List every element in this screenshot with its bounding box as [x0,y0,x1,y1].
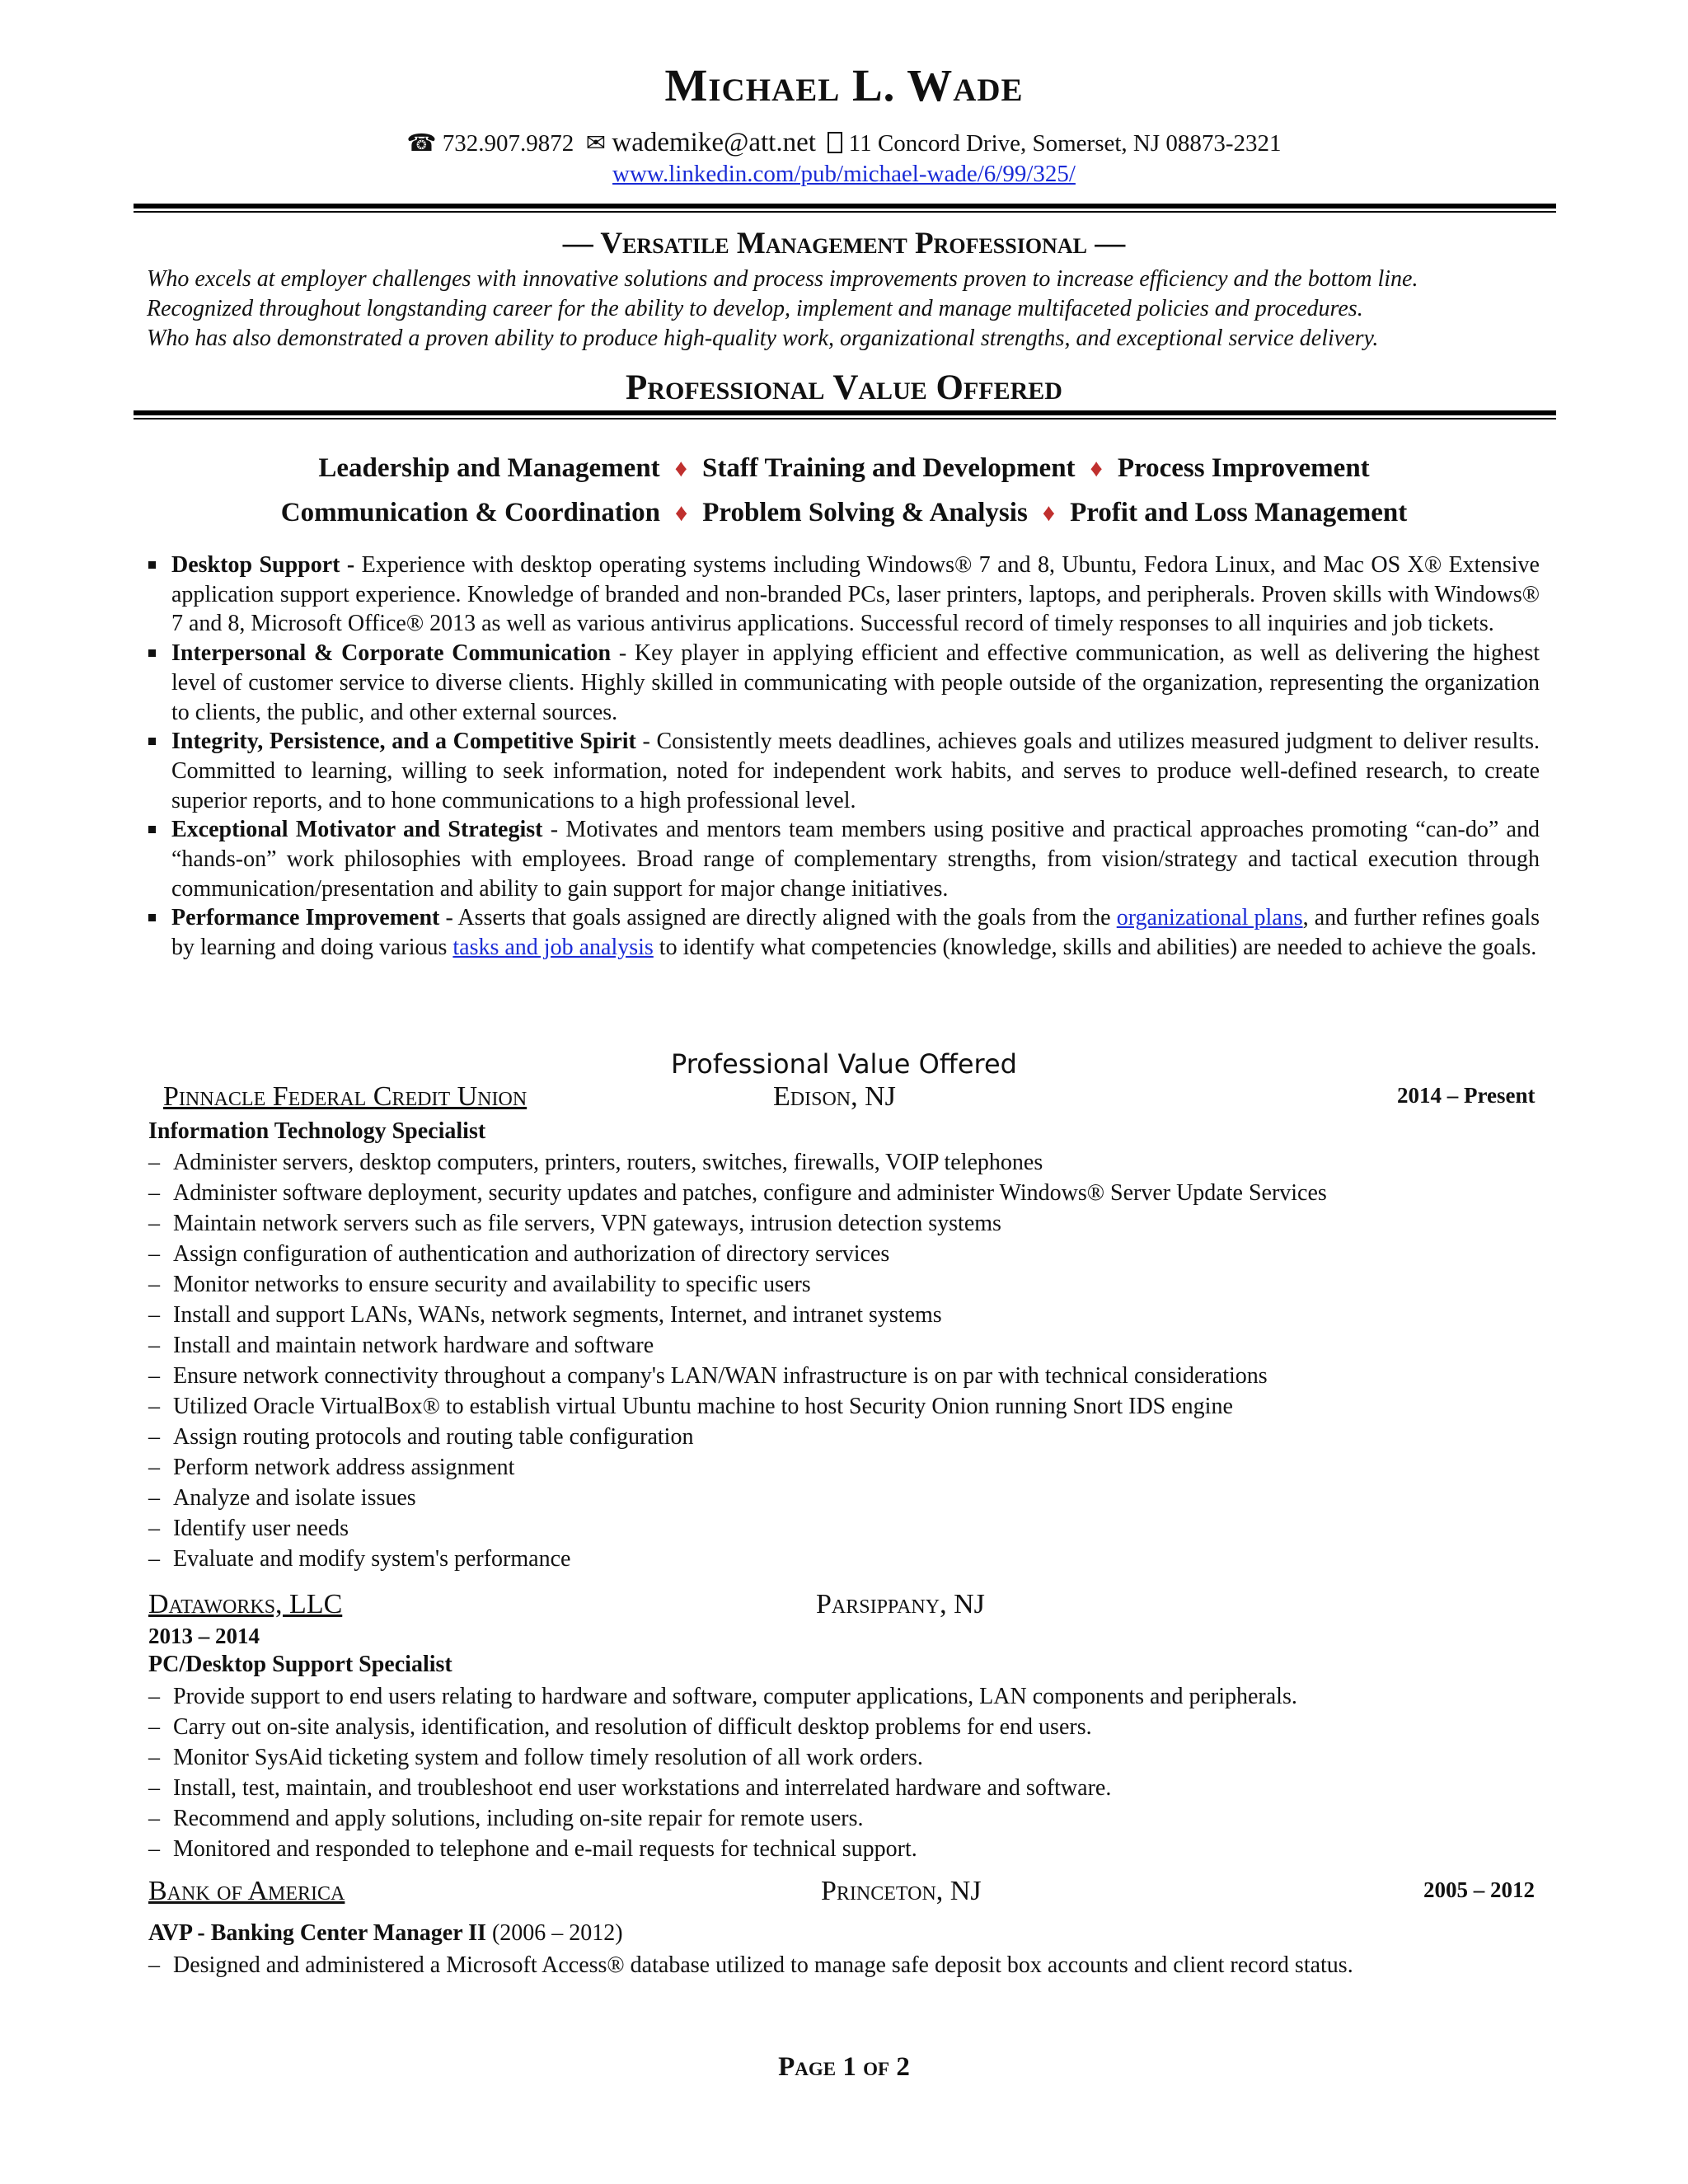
employer-location: Parsippany, NJ [816,1589,985,1619]
value-bullet [148,551,1540,639]
duty-item: – Recommend and apply solutions, including on-site repair for remote users. [148,1803,1297,1834]
employer-location: Edison, NJ [773,1081,896,1112]
section-title-value: Professional Value Offered [626,368,1062,407]
bullet-text: - Key player in applying efficient and effective communication, as well as delivering the highest level of customer service to diverse clients. Highly skilled in communicating with people outside of the organization, representing the organization to clients, the public, and other external sources. [171,640,1540,725]
duty-item: – Assign configuration of authentication and authorization of directory services [148,1239,1327,1269]
duty-item: – Monitor networks to ensure security and availability to specific users [148,1269,1327,1300]
employer-name: Bank of America [148,1876,345,1906]
employment-dates: 2005 – 2012 [1423,1877,1535,1902]
diamond-icon: ♦ [674,455,687,482]
contact-line [0,128,1688,158]
organizational-plans-link[interactable]: organizational plans [1116,905,1303,931]
duty-item: – Maintain network servers such as file servers, VPN gateways, intrusion detection systems [148,1208,1327,1239]
value-bullet [148,815,1540,903]
intro-line: Who has also demonstrated a proven ability to produce high-quality work, organizational strengths, and exceptional service delivery. [147,326,1379,351]
bullet-title: Interpersonal & Corporate Communication [171,640,612,667]
value-bullet [148,903,1540,962]
diamond-icon: ♦ [1042,499,1056,527]
employer-name: Dataworks, LLC [148,1589,343,1619]
duty-item: – Ensure network connectivity throughout a company's LAN/WAN infrastructure is on par with technical considerations [148,1361,1327,1391]
duty-item: – Monitor SysAid ticketing system and follow timely resolution of all work orders. [148,1742,1297,1773]
job-title [148,1920,623,1947]
duty-item: – Monitored and responded to telephone and e-mail requests for technical support. [148,1834,1297,1864]
bullet-title: Desktop Support - [171,552,355,578]
skill-item: Communication & Coordination [280,498,660,527]
experience-title: Professional Value Offered [671,1048,1017,1080]
skill-item: Staff Training and Development [701,453,1076,483]
phone-number: 732.907.9872 [442,130,574,157]
duty-list [148,1681,1297,1864]
duty-item: – Designed and administered a Microsoft Access® database utilized to manage safe deposit box accounts and client record status. [148,1950,1353,1980]
value-bullet [148,639,1540,727]
duty-item: – Install and maintain network hardware and software [148,1330,1327,1361]
employment-dates: 2014 – Present [1397,1083,1536,1108]
skill-item: Profit and Loss Management [1070,498,1408,527]
duty-item: – Provide support to end users relating to hardware and software, computer applications, LAN components and peripherals. [148,1681,1297,1712]
duty-item: – Analyze and isolate issues [148,1483,1327,1513]
employment-dates: 2013 – 2014 [148,1624,260,1648]
job-title: PC/Desktop Support Specialist [148,1652,452,1677]
duty-list [148,1147,1327,1574]
skills-row-1 [0,453,1688,484]
bullet-text: Experience with desktop operating systems including Windows® 7 and 8, Ubuntu, Fedora Linux, and Mac OS X® Extensive application support experience. Knowledge of branded and non-branded PCs, laser printers, laptops, and peripherals. Proven skills with Windows® 7 and 8, Microsoft Office® 2013 as well as various antivirus applications. Successful record of timely responses to all inquiries and job tickets. [171,552,1540,637]
bullet-text: , and further refines goals by learning and doing various [171,905,1540,961]
duty-item: – Perform network address assignment [148,1452,1327,1483]
intro-line: Recognized throughout longstanding career for the ability to develop, implement and manage multifaceted policies and procedures. [147,296,1363,321]
value-bullet [148,727,1540,815]
duty-item: – Carry out on-site analysis, identification, and resolution of difficult desktop problems for end users. [148,1712,1297,1742]
header-divider-thin [134,211,1556,213]
duty-item: – Install and support LANs, WANs, network segments, Internet, and intranet systems [148,1300,1327,1330]
diamond-icon: ♦ [674,499,688,527]
header-divider-thick [134,204,1556,209]
bullet-title: Integrity, Persistence, and a Competitive Spirit [171,729,636,755]
duty-item: – Identify user needs [148,1513,1327,1544]
section-divider-thin [134,418,1556,419]
bullet-title: Performance Improvement [171,905,440,931]
employer-location: Princeton, NJ [821,1876,982,1906]
street-address: 11 Concord Drive, Somerset, NJ 08873-2321 [848,130,1282,157]
candidate-name: Michael L. Wade [664,60,1024,110]
intro-summary [147,265,1548,354]
employer-name: Pinnacle Federal Credit Union [163,1081,528,1112]
email-address[interactable]: wademike@att.net [612,128,816,157]
linkedin-link[interactable]: www.linkedin.com/pub/michael-wade/6/99/325/ [612,161,1076,187]
envelope-icon: ✉ [585,130,607,157]
job-title-years: (2006 – 2012) [485,1920,623,1946]
duty-item: – Assign routing protocols and routing table configuration [148,1422,1327,1452]
home-icon [828,132,842,153]
page-number: Page 1 of 2 [778,2052,910,2082]
headline: — Versatile Management Professional — [562,227,1126,260]
skill-item: Leadership and Management [318,453,660,483]
duty-item: – Administer servers, desktop computers, printers, routers, switches, firewalls, VOIP telephones [148,1147,1327,1178]
bullet-text: - Consistently meets deadlines, achieves goals and utilizes measured judgment to deliver results. Committed to learning, willing to seek information, noted for independent work habits, and serves to produce well-defined research, to create superior reports, and to hone communications to a high professional level. [171,729,1540,813]
skill-item: Problem Solving & Analysis [702,498,1028,527]
duty-item: – Utilized Oracle VirtualBox® to establish virtual Ubuntu machine to host Security Onion running Snort IDS engine [148,1391,1327,1422]
skill-item: Process Improvement [1117,453,1370,483]
duty-item: – Install, test, maintain, and troubleshoot end user workstations and interrelated hardware and software. [148,1773,1297,1803]
bullet-title: Exceptional Motivator and Strategist [171,817,543,843]
value-bullet-list [148,551,1540,963]
skills-row-2 [0,498,1688,528]
job-analysis-link[interactable]: tasks and job analysis [452,935,654,961]
intro-line: Who excels at employer challenges with innovative solutions and process improvements proven to increase efficiency and the bottom line. [147,266,1418,292]
linkedin-line [0,161,1688,188]
diamond-icon: ♦ [1090,455,1103,482]
phone-icon: ☎ [406,130,437,157]
section-divider-thick [134,410,1556,415]
bullet-text: to identify what competencies (knowledge, skills and abilities) are needed to achieve the goals. [653,935,1537,961]
job-title: Information Technology Specialist [148,1118,486,1144]
bullet-text: - Asserts that goals assigned are directly aligned with the goals from the [439,905,1117,931]
duty-item: – Evaluate and modify system's performance [148,1544,1327,1574]
duty-list [148,1950,1353,1980]
job-title-text: AVP - Banking Center Manager II [148,1920,486,1946]
duty-item: – Administer software deployment, security updates and patches, configure and administer Windows® Server Update Services [148,1178,1327,1208]
bullet-text: - Motivates and mentors team members using positive and practical approaches promoting “can-do” and “hands-on” work philosophies with employees. Broad range of complementary strengths, from vision/strategy and tactical execution through communication/presentation and ability to gain support for major change initiatives. [171,817,1540,902]
